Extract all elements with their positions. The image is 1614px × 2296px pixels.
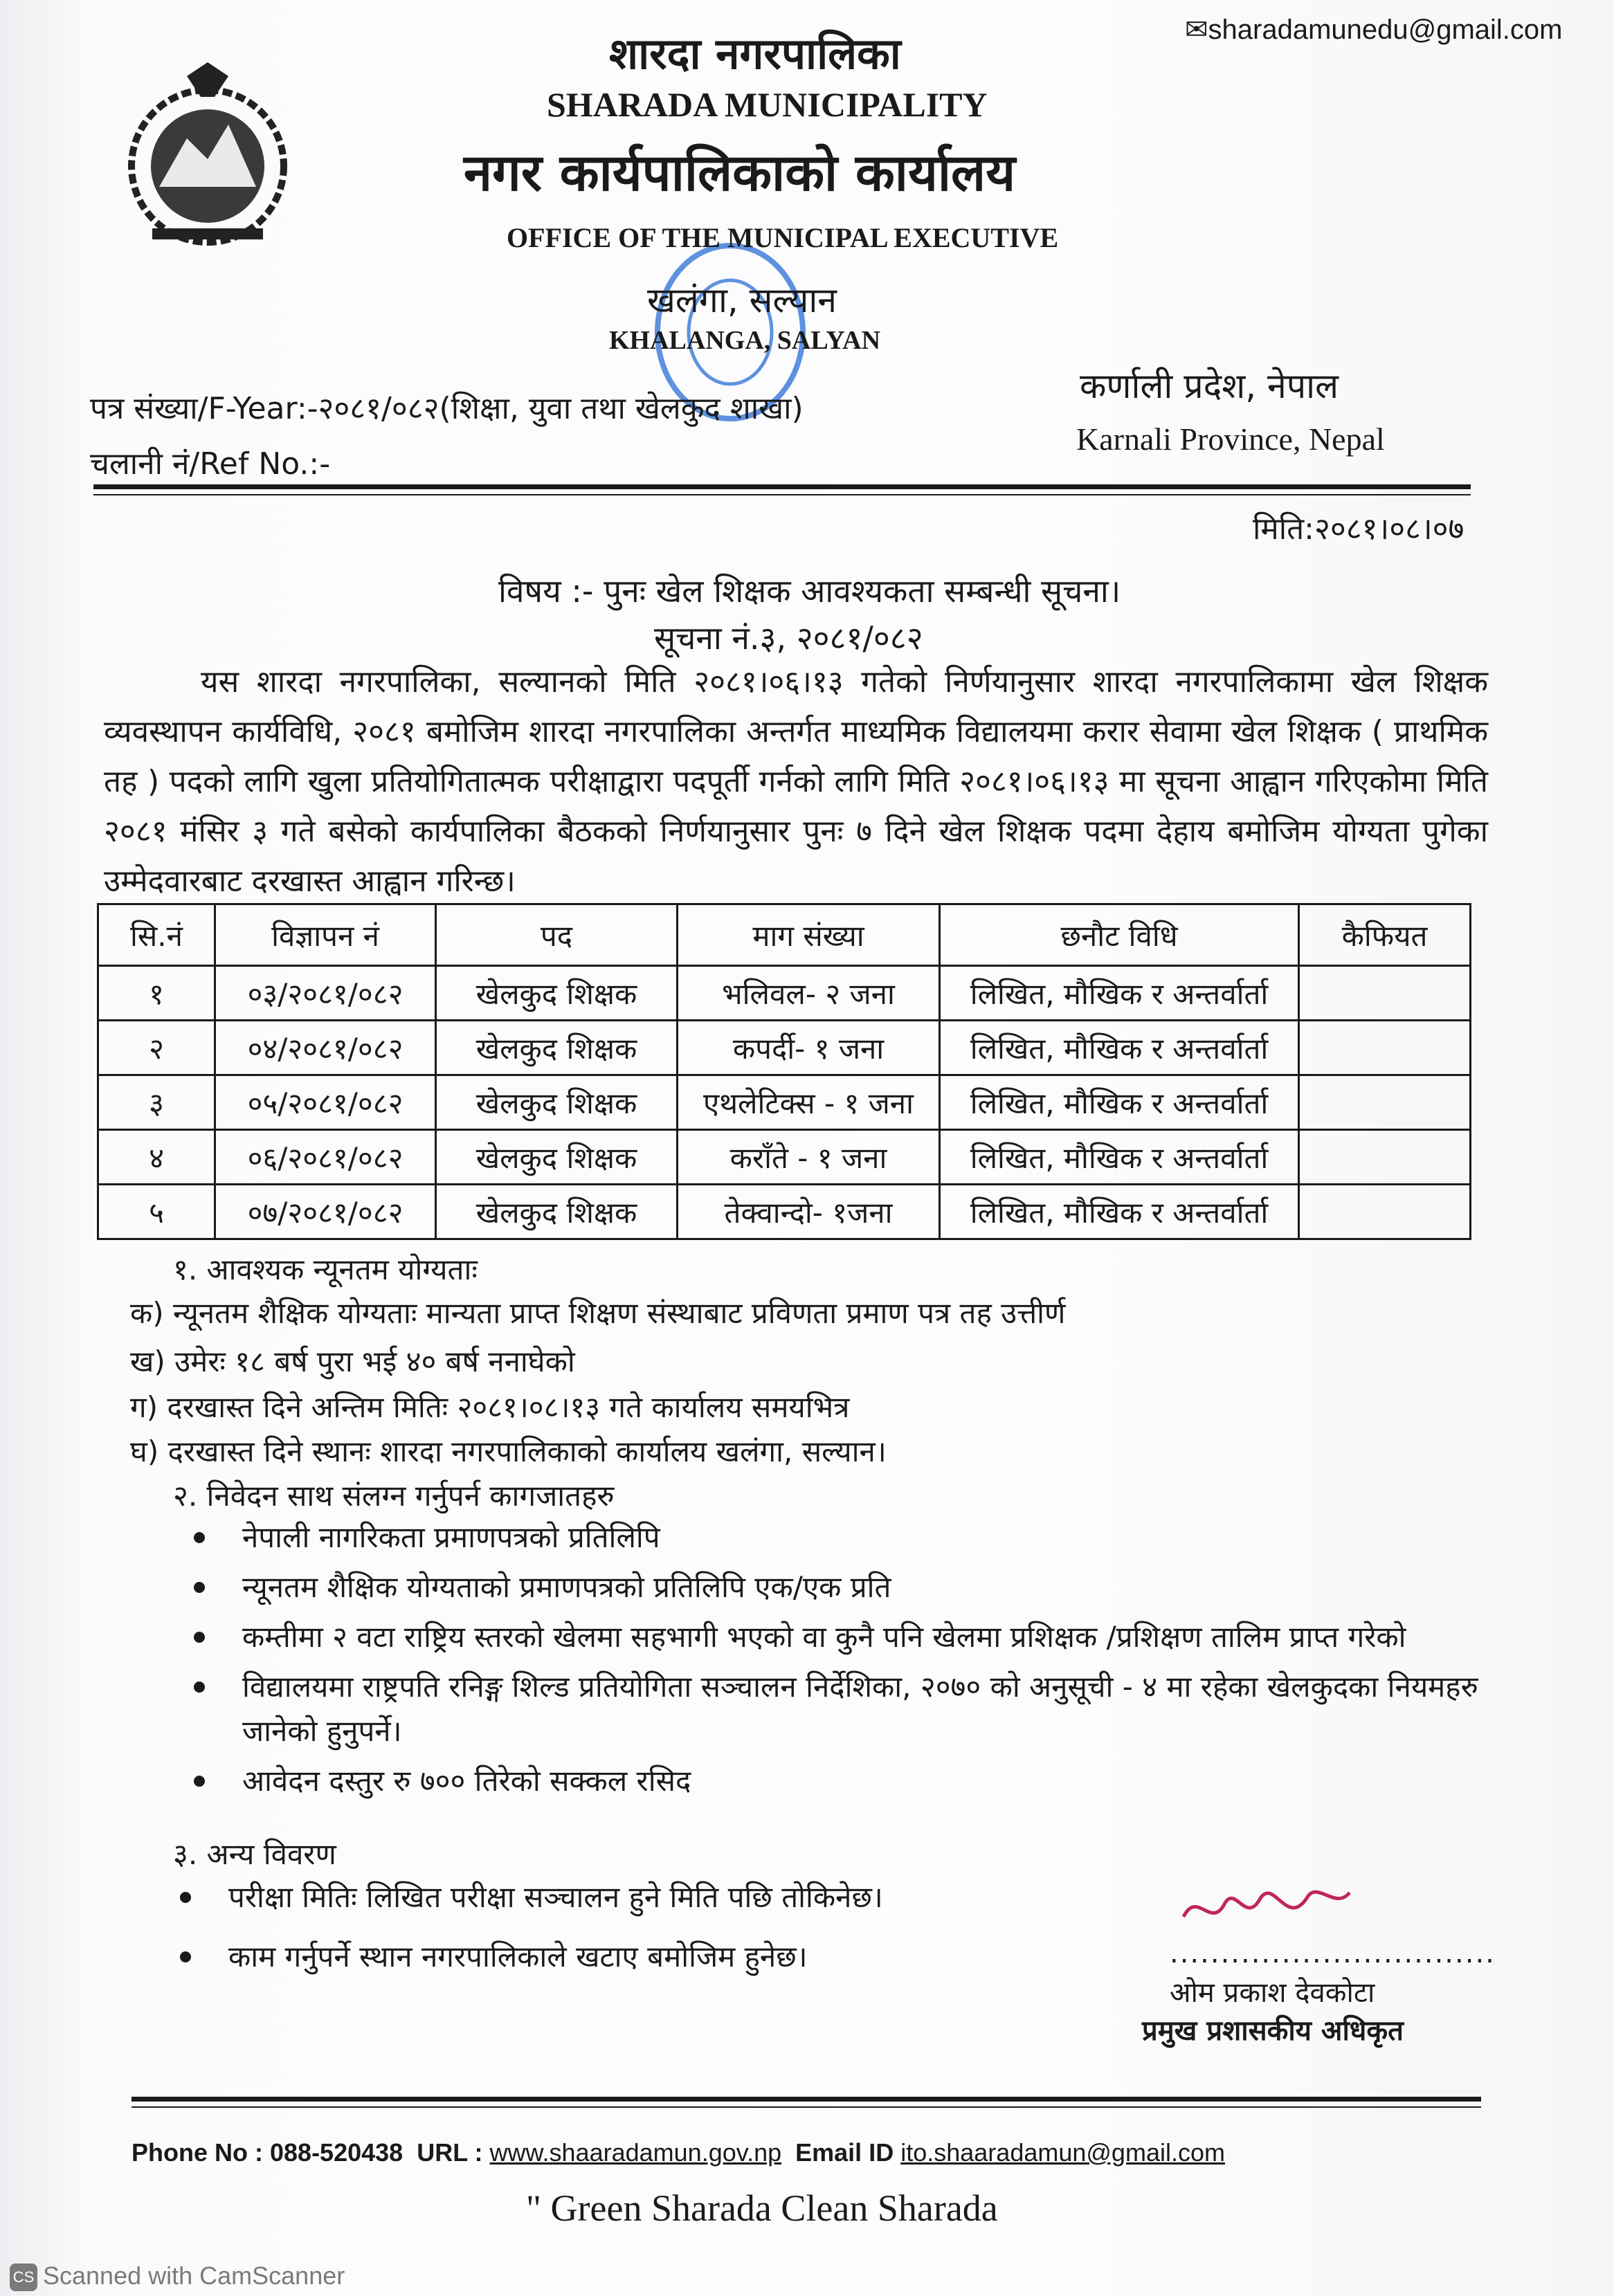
cell-selection: लिखित, मौखिक र अन्तर्वार्ता (940, 1185, 1299, 1239)
cell-remarks (1299, 1021, 1471, 1075)
cell-serial: ४ (98, 1130, 215, 1185)
table-row (98, 1185, 1471, 1239)
scanner-text: Scanned with CamScanner (43, 2261, 345, 2290)
cell-serial: ३ (98, 1075, 215, 1130)
footer-contact (132, 2138, 1225, 2167)
signatory-title: प्रमुख प्रशासकीय अधिकृत (1142, 2015, 1404, 2047)
office-name-en: OFFICE OF THE MUNICIPAL EXECUTIVE (507, 222, 1059, 253)
office-name-np: नगर कार्यपालिकाको कार्यालय (464, 143, 1016, 203)
list-item (187, 1615, 1502, 1659)
table-row (98, 1075, 1471, 1130)
camscanner-logo-icon: CS (10, 2263, 37, 2291)
cell-ad-no: ०४/२०८१/०८२ (215, 1021, 436, 1075)
cell-ad-no: ०३/२०८१/०८२ (215, 966, 436, 1021)
cell-post: खेलकुद शिक्षक (436, 1075, 678, 1130)
documents-list (187, 1515, 1502, 1809)
cell-serial: ५ (98, 1185, 215, 1239)
cell-ad-no: ०६/२०८१/०८२ (215, 1130, 436, 1185)
cell-demand: कपर्दी- १ जना (678, 1021, 940, 1075)
bullet-icon (194, 1632, 205, 1643)
cell-post: खेलकुद शिक्षक (436, 1185, 678, 1239)
list-item-text: कम्तीमा २ वटा राष्ट्रिय स्तरको खेलमा सहभागी भएको वा कुनै पनि खेलमा प्रशिक्षक /प्रशिक्षण तालिम प्राप्त गरेको (242, 1620, 1406, 1654)
cell-remarks (1299, 1185, 1471, 1239)
footer-divider-thin (132, 2106, 1481, 2108)
signatory-name: ओम प्रकाश देवकोटा (1170, 1977, 1375, 2009)
phone-number: 088-520438 (270, 2138, 404, 2167)
cell-ad-no: ०५/२०८१/०८२ (215, 1075, 436, 1130)
letter-ref-no: चलानी नं/Ref No.:- (90, 446, 331, 482)
bullet-icon (180, 1892, 191, 1903)
place-en: KHALANGA, SALYAN (609, 326, 881, 355)
table-row (98, 966, 1471, 1021)
list-item (187, 1515, 1502, 1560)
province-en: Karnali Province, Nepal (1076, 421, 1385, 457)
bullet-icon (180, 1951, 191, 1962)
list-item (173, 1935, 1211, 1979)
requirement-place: घ) दरखास्त दिने स्थानः शारदा नगरपालिकाको कार्यालय खलंगा, सल्यान। (130, 1434, 887, 1468)
bullet-icon (194, 1682, 205, 1693)
cell-post: खेलकुद शिक्षक (436, 1130, 678, 1185)
url-label: URL : (417, 2138, 483, 2167)
col-serial: सि.नं (98, 904, 215, 966)
other-details-list (173, 1875, 1211, 1994)
col-ad-no: विज्ञापन नं (215, 904, 436, 966)
signature-icon (1170, 1868, 1363, 1944)
list-item-text: आवेदन दस्तुर रु ७०० तिरेको सक्कल रसिद (242, 1764, 691, 1798)
cell-post: खेलकुद शिक्षक (436, 1021, 678, 1075)
footer-divider (132, 2097, 1481, 2102)
list-item (173, 1875, 1211, 1920)
cell-selection: लिखित, मौखिक र अन्तर्वार्ता (940, 1130, 1299, 1185)
col-selection: छनौट विधि (940, 904, 1299, 966)
letter-subject: विषय :- पुनः खेल शिक्षक आवश्यकता सम्बन्धी सूचना। (498, 572, 1121, 610)
list-item (187, 1665, 1502, 1753)
letter-date: मिति:२०८१।०८।०७ (1253, 511, 1465, 547)
list-item-text: न्यूनतम शैक्षिक योग्यताको प्रमाणपत्रको प्रतिलिपि एक/एक प्रति (242, 1570, 891, 1604)
province-np: कर्णाली प्रदेश, नेपाल (1080, 366, 1339, 406)
section-heading-qualifications: १. आवश्यक न्यूनतम योग्यताः (173, 1252, 478, 1286)
requirement-age: ख) उमेरः १८ बर्ष पुरा भई ४० बर्ष ननाघेको (130, 1345, 575, 1378)
letter-fiscal-year-ref: पत्र संख्या/F-Year:-२०८१/०८२(शिक्षा, युवा तथा खेलकुद शाखा) (90, 391, 804, 426)
scanner-watermark (10, 2261, 345, 2291)
vacancy-table (97, 903, 1471, 1240)
list-item-text: विद्यालयमा राष्ट्रपति रनिङ्ग शिल्ड प्रतियोगिता सञ्चालन निर्देशिका, २०७० को अनुसूची - ४ मा रहेका खेलकुदका नियमहरु जानेको हुनुपर्ने। (242, 1670, 1478, 1748)
cell-serial: १ (98, 966, 215, 1021)
list-item (187, 1565, 1502, 1610)
header-divider-thin (93, 494, 1471, 495)
table-header-row (98, 904, 1471, 966)
cell-serial: २ (98, 1021, 215, 1075)
cell-selection: लिखित, मौखिक र अन्तर्वार्ता (940, 1021, 1299, 1075)
cell-ad-no: ०७/२०८१/०८२ (215, 1185, 436, 1239)
cell-selection: लिखित, मौखिक र अन्तर्वार्ता (940, 966, 1299, 1021)
nepal-emblem-icon (111, 55, 305, 263)
list-item-text: नेपाली नागरिकता प्रमाणपत्रको प्रतिलिपि (242, 1520, 660, 1554)
header-email: ✉sharadamunedu@gmail.com (1185, 15, 1563, 45)
table-row (98, 1021, 1471, 1075)
col-post: पद (436, 904, 678, 966)
slogan: " Green Sharada Clean Sharada (526, 2187, 998, 2229)
list-item (187, 1759, 1502, 1803)
cell-remarks (1299, 1075, 1471, 1130)
website-link[interactable]: www.shaaradamun.gov.np (489, 2138, 782, 2167)
municipality-name-en: SHARADA MUNICIPALITY (547, 85, 988, 124)
signature-line: ................................ (1170, 1938, 1496, 1969)
col-remarks: कैफियत (1299, 904, 1471, 966)
cell-demand: एथलेटिक्स - १ जना (678, 1075, 940, 1130)
table-row (98, 1130, 1471, 1185)
letter-body: यस शारदा नगरपालिका, सल्यानको मिति २०८१।०६।१३ गतेको निर्णयानुसार शारदा नगरपालिकामा खेल शिक्षक व्यवस्थापन कार्यविधि, २०८१ बमोजिम शारदा नगरपालिका अन्तर्गत माध्यमिक विद्यालयमा करार सेवामा खेल शिक्षक ( प्राथमिक तह ) पदको लागि खुला प्रतियोगितात्मक परीक्षाद्वारा पदपूर्ती गर्नको लागि मिति २०८१।०६।१३ मा सूचना आह्वान गरिएकोमा मिति २०८१ मंसिर ३ गते बसेको कार्यपालिका बैठकको निर्णयानुसार पुनः ७ दिने खेल शिक्षक पदमा देहाय बमोजिम योग्यता पुगेका उम्मेदवारबाट दरखास्त आह्वान गरिन्छ। (104, 664, 1488, 899)
place-np: खलंगा, सल्यान (647, 280, 837, 320)
cell-remarks (1299, 1130, 1471, 1185)
cell-selection: लिखित, मौखिक र अन्तर्वार्ता (940, 1075, 1299, 1130)
bullet-icon (194, 1532, 205, 1543)
section-heading-other: ३. अन्य विवरण (173, 1837, 336, 1871)
requirement-deadline: ग) दरखास्त दिने अन्तिम मितिः २०८१।०८।१३ गते कार्यालय समयभित्र (130, 1390, 850, 1424)
bullet-icon (194, 1582, 205, 1593)
phone-label: Phone No : (132, 2138, 263, 2167)
cell-post: खेलकुद शिक्षक (436, 966, 678, 1021)
notice-number: सूचना नं.३, २०८१/०८२ (654, 619, 923, 657)
bullet-icon (194, 1776, 205, 1787)
cell-demand: तेक्वान्दो- १जना (678, 1185, 940, 1239)
list-item-text: काम गर्नुपर्ने स्थान नगरपालिकाले खटाए बमोजिम हुनेछ। (228, 1940, 808, 1974)
email-label: Email ID (795, 2138, 894, 2167)
section-heading-documents: २. निवेदन साथ संलग्न गर्नुपर्न कागजातहरु (173, 1479, 615, 1513)
cell-demand: भलिवल- २ जना (678, 966, 940, 1021)
list-item-text: परीक्षा मितिः लिखित परीक्षा सञ्चालन हुने मिति पछि तोकिनेछ। (228, 1880, 883, 1914)
header-divider (93, 484, 1471, 489)
requirement-education: क) न्यूनतम शैक्षिक योग्यताः मान्यता प्राप्त शिक्षण संस्थाबाट प्रविणता प्रमाण पत्र तह उत्तीर्ण (130, 1296, 1066, 1330)
cell-remarks (1299, 966, 1471, 1021)
cell-demand: कराँते - १ जना (678, 1130, 940, 1185)
email-link[interactable]: ito.shaaradamun@gmail.com (900, 2138, 1225, 2167)
municipality-name-np: शारदा नगरपालिका (609, 28, 901, 79)
col-demand: माग संख्या (678, 904, 940, 966)
